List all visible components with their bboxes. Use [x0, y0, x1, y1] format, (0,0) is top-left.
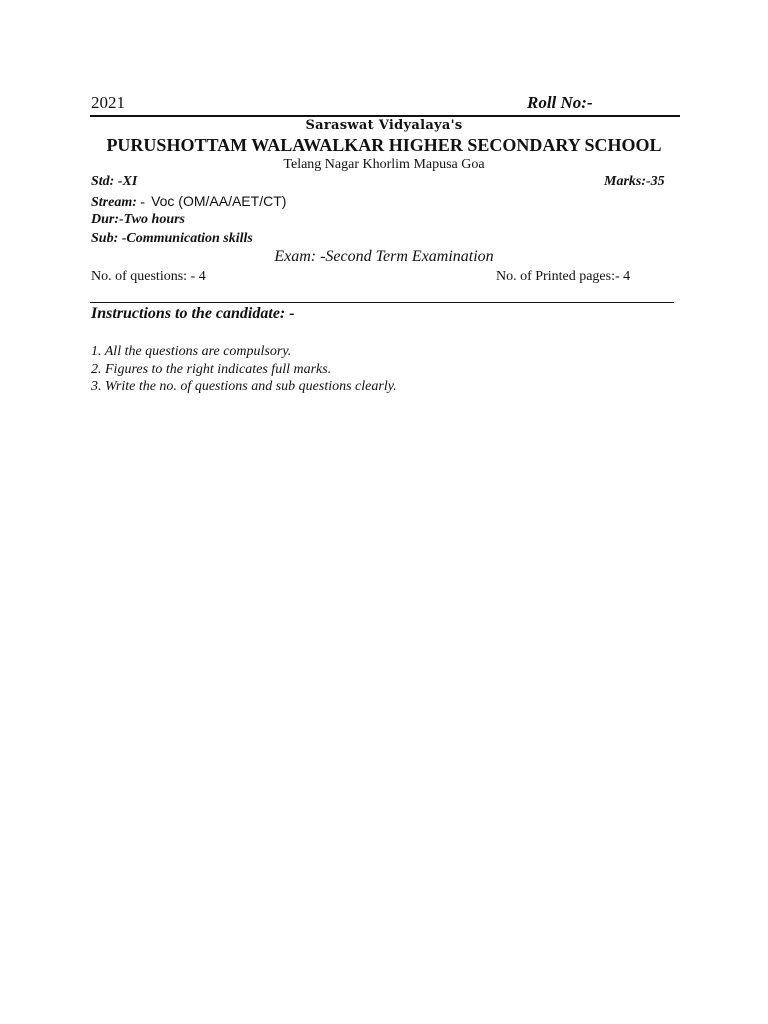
instruction-item: 3. Write the no. of questions and sub questions clearly. [91, 379, 397, 394]
school-address: Telang Nagar Khorlim Mapusa Goa [283, 157, 485, 172]
marks-label: Marks:-35 [604, 174, 665, 189]
instructions-list [91, 343, 397, 396]
instructions-heading: Instructions to the candidate: - [91, 305, 295, 322]
number-of-questions: No. of questions: - 4 [91, 269, 206, 284]
number-of-printed-pages: No. of Printed pages:- 4 [496, 269, 631, 284]
subject-label: Sub: -Communication skills [91, 231, 253, 246]
instruction-item: 1. All the questions are compulsory. [91, 344, 292, 359]
stream-line [91, 193, 286, 211]
header-divider [90, 115, 680, 117]
duration-label: Dur:-Two hours [91, 212, 186, 227]
exam-title: Exam: -Second Term Examination [274, 248, 494, 265]
section-divider [90, 302, 674, 303]
stream-value: Voc (OM/AA/AET/CT) [151, 193, 287, 209]
instruction-item: 2. Figures to the right indicates full marks. [91, 361, 332, 377]
roll-number-label: Roll No:- [527, 93, 593, 112]
school-name: PURUSHOTTAM WALAWALKAR HIGHER SECONDARY SCHOOL [106, 135, 662, 155]
exam-year: 2021 [91, 93, 125, 112]
standard-label: Std: -XI [91, 174, 138, 189]
stream-label: Stream: - [91, 195, 146, 210]
trust-name: Saraswat Vidyalaya's [305, 118, 463, 133]
